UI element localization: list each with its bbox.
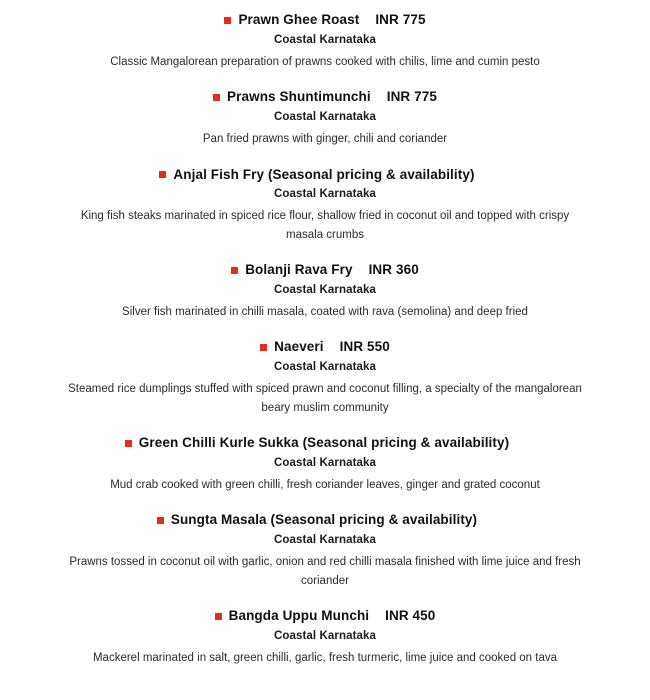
veg-nonveg-marker-icon xyxy=(224,17,231,24)
menu-item-price: INR 550 xyxy=(339,339,390,355)
menu-item-cuisine: Coastal Karnataka xyxy=(273,534,377,547)
veg-nonveg-marker-icon xyxy=(231,267,238,274)
menu-item-price: INR 775 xyxy=(375,12,426,27)
menu-item-description: Pan fried prawns with ginger, chili and coriander xyxy=(202,133,448,146)
menu-item-header xyxy=(0,262,650,279)
menu-item xyxy=(0,89,650,148)
menu-item-header xyxy=(0,512,650,529)
menu-item xyxy=(0,512,650,590)
veg-nonveg-marker-icon xyxy=(125,440,132,447)
menu-item-name: Prawn Ghee Roast xyxy=(238,12,360,27)
menu-item-name: Green Chilli Kurle Sukka (Seasonal pricing & availability) xyxy=(138,435,510,451)
menu-item-cuisine: Coastal Karnataka xyxy=(273,33,377,46)
menu-item-name: Bangda Uppu Munchi xyxy=(228,608,370,624)
menu-item-description: Classic Mangalorean preparation of prawns cooked with chilis, lime and cumin pesto xyxy=(110,55,540,68)
menu-item-description: Mackerel marinated in salt, green chilli, garlic, fresh turmeric, lime juice and cooked on tava xyxy=(92,651,558,664)
menu-item-name: Anjal Fish Fry (Seasonal pricing & availability) xyxy=(173,166,475,182)
menu-item xyxy=(0,339,650,417)
menu-item xyxy=(0,12,650,71)
menu-item-cuisine: Coastal Karnataka xyxy=(273,629,377,642)
menu-item-name: Sungta Masala (Seasonal pricing & availability) xyxy=(170,512,478,528)
menu-item-price: INR 360 xyxy=(368,262,419,278)
menu-item-header xyxy=(0,435,650,452)
menu-item-description: Silver fish marinated in chilli masala, coated with rava (semolina) and deep fried xyxy=(122,306,528,319)
menu-item xyxy=(0,435,650,494)
veg-nonveg-marker-icon xyxy=(215,613,222,620)
menu-item-description: Mud crab cooked with green chilli, fresh coriander leaves, ginger and grated coconut xyxy=(110,478,540,491)
menu-item-price: INR 775 xyxy=(386,89,437,105)
menu-item-header xyxy=(0,89,650,106)
menu-item-description: Steamed rice dumplings stuffed with spiced prawn and coconut filling, a specialty of the mangalorean beary muslim community xyxy=(68,383,582,414)
menu-item-cuisine: Coastal Karnataka xyxy=(273,456,377,469)
veg-nonveg-marker-icon xyxy=(213,94,220,101)
menu-item-header xyxy=(0,339,650,356)
menu-item-cuisine: Coastal Karnataka xyxy=(273,188,377,201)
menu-item-description: Prawns tossed in coconut oil with garlic, onion and red chilli masala finished with lime juice and fresh coriander xyxy=(69,556,581,587)
veg-nonveg-marker-icon xyxy=(159,171,166,178)
menu-item-header xyxy=(0,608,650,625)
menu-item-name: Prawns Shuntimunchi xyxy=(227,89,371,105)
menu-item-name: Naeveri xyxy=(274,339,324,355)
menu-item-price: INR 450 xyxy=(385,608,436,624)
menu-item xyxy=(0,262,650,321)
menu-item-header xyxy=(0,167,650,184)
menu-item-description: King fish steaks marinated in spiced rice flour, shallow fried in coconut oil and topped with crispy masala crumbs xyxy=(80,210,570,241)
menu-item xyxy=(0,608,650,667)
menu-item-cuisine: Coastal Karnataka xyxy=(273,111,377,124)
menu-item-cuisine: Coastal Karnataka xyxy=(273,361,377,374)
menu-item xyxy=(0,167,650,245)
menu-item-header xyxy=(0,12,650,29)
veg-nonveg-marker-icon xyxy=(260,344,267,351)
menu-item-name: Bolanji Rava Fry xyxy=(245,262,353,278)
veg-nonveg-marker-icon xyxy=(157,517,164,524)
menu-item-cuisine: Coastal Karnataka xyxy=(273,284,377,297)
